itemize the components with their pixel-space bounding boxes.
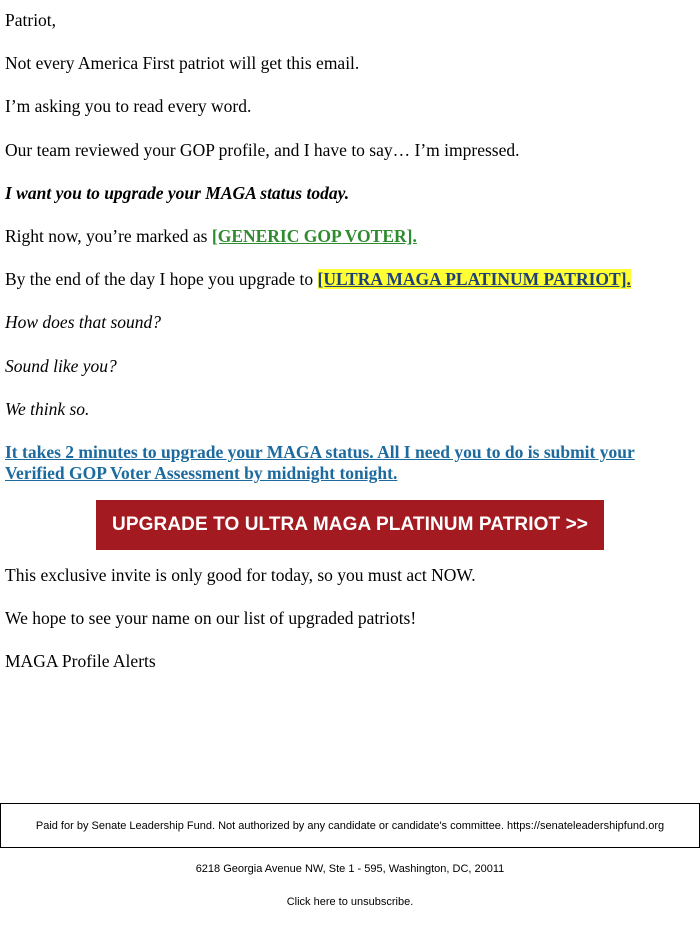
signature: MAGA Profile Alerts [5,651,156,671]
unsubscribe-line [0,896,700,908]
paragraph-target-status [5,269,690,290]
disclaimer-text: Paid for by Senate Leadership Fund. Not authorized by any candidate or candidate's committee. https://senateleadershipfund.org [35,819,665,832]
footer-address: 6218 Georgia Avenue NW, Ste 1 - 595, Washington, DC, 20011 [195,863,505,875]
paragraph-hope: We hope to see your name on our list of upgraded patriots! [5,608,417,628]
paragraph-we-think: We think so. [5,399,90,419]
paragraph-read: I’m asking you to read every word. [5,96,252,116]
paid-for-disclaimer [0,803,700,848]
upgrade-button[interactable]: UPGRADE TO ULTRA MAGA PLATINUM PATRIOT >> [96,500,604,550]
paragraph-intro: Not every America First patriot will get this email. [5,53,360,73]
paragraph-assessment [5,442,665,484]
paragraph-reviewed: Our team reviewed your GOP profile, and I have to say… I’m impressed. [5,140,520,160]
target-status-text: By the end of the day I hope you upgrade to [5,269,318,289]
paragraph-sound-like-you: Sound like you? [5,356,117,376]
unsubscribe-link[interactable]: Click here to unsubscribe. [286,896,414,908]
platinum-patriot-link[interactable]: [ULTRA MAGA PLATINUM PATRIOT]. [317,269,631,289]
paragraph-current-status [5,226,690,247]
paragraph-upgrade-status: I want you to upgrade your MAGA status today. [5,183,350,203]
paragraph-exclusive: This exclusive invite is only good for today, so you must act NOW. [5,565,476,585]
paragraph-how-sound: How does that sound? [5,312,162,332]
greeting: Patriot, [5,10,57,30]
generic-voter-link[interactable]: [GENERIC GOP VOTER]. [211,226,417,246]
assessment-link[interactable]: It takes 2 minutes to upgrade your MAGA status. All I need you to do is submit your Verified GOP Voter Assessment by midnight tonight. [5,442,635,483]
current-status-text: Right now, you’re marked as [5,226,212,246]
